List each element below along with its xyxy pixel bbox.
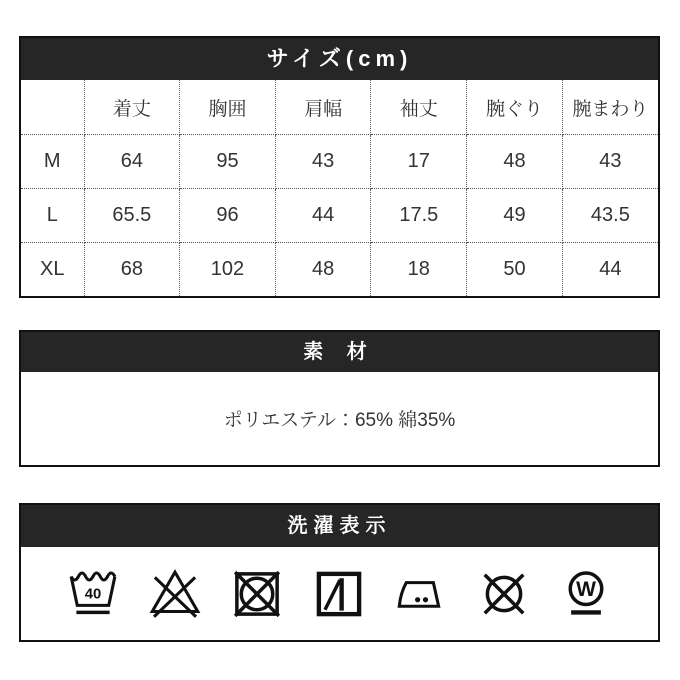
column-header-udeguri: 腕ぐり [467,80,563,135]
column-header-udemawari: 腕まわり [562,80,658,135]
size-value: 18 [371,243,467,297]
iron-medium-icon [394,566,450,622]
column-header-kyoui: 胸囲 [180,80,276,135]
material-composition-text: ポリエステル：65% 綿35% [223,410,456,431]
material-section-title: 素 材 [303,341,376,363]
size-value: 17.5 [371,189,467,243]
size-value: 65.5 [84,189,180,243]
column-header-katahaba: 肩幅 [275,80,371,135]
wet-clean-letter: W [576,577,596,601]
size-value: 64 [84,135,180,189]
size-value: 43 [275,135,371,189]
size-value: 48 [275,243,371,297]
do-not-bleach-icon [147,566,203,622]
size-label: L [21,189,84,243]
size-section [19,36,660,298]
size-value: 43 [562,135,658,189]
material-body [21,372,658,465]
size-value: 43.5 [562,189,658,243]
care-section-header [21,505,658,547]
size-label: M [21,135,84,189]
size-label: XL [21,243,84,297]
care-section [19,503,660,642]
size-section-title: サイズ(cm) [266,46,413,71]
table-row-m [21,135,658,189]
wash-temperature-label: 40 [84,585,102,602]
size-value: 44 [562,243,658,297]
size-value: 96 [180,189,276,243]
material-section-header [21,332,658,372]
table-row-xl [21,243,658,297]
size-value: 95 [180,135,276,189]
size-table-header-row [21,80,658,135]
column-header-chakutake: 着丈 [84,80,180,135]
size-section-header [21,38,658,80]
size-value: 17 [371,135,467,189]
wash-40-gentle-icon [65,566,121,622]
size-value: 102 [180,243,276,297]
care-section-title: 洗濯表示 [287,515,392,537]
corner-cell [21,80,84,135]
care-icons-row [21,547,658,640]
do-not-dry-clean-icon [476,566,532,622]
size-value: 44 [275,189,371,243]
size-value: 68 [84,243,180,297]
material-section [19,330,660,467]
do-not-tumble-dry-icon [229,566,285,622]
line-dry-in-shade-icon [311,566,367,622]
size-value: 50 [467,243,563,297]
table-row-l [21,189,658,243]
size-value: 49 [467,189,563,243]
size-table [21,80,658,296]
size-value: 48 [467,135,563,189]
wet-clean-mild-icon [558,566,614,622]
column-header-sodetake: 袖丈 [371,80,467,135]
